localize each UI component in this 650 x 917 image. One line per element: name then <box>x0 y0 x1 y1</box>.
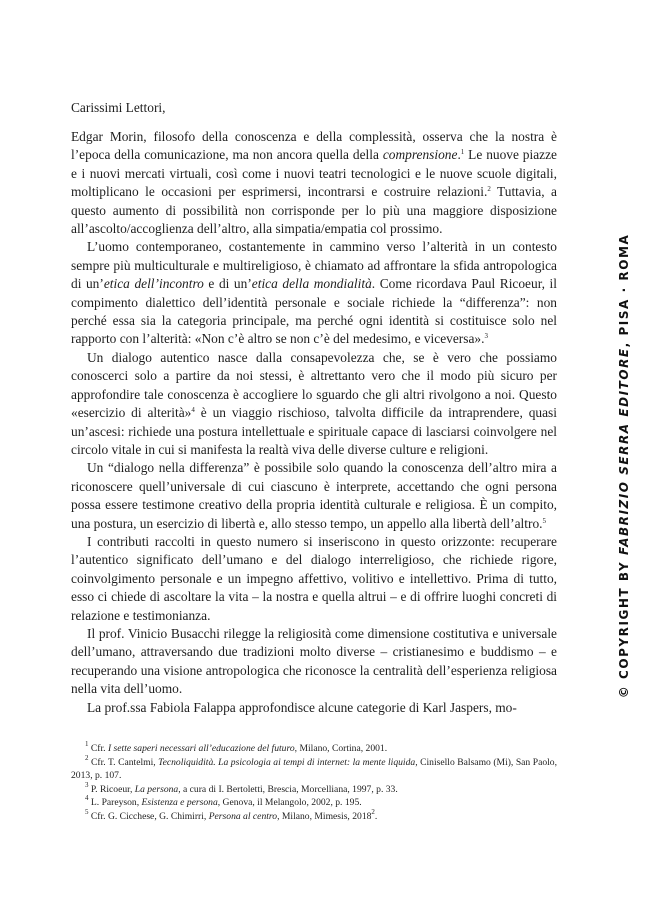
footnote-ref-2: 2 <box>487 185 491 194</box>
footnote-1: $^1$ Cfr. I sette saperi necessari all’educazione del futuro, Milano, Cortina, 2001. <box>85 740 388 754</box>
footnote-3: $^3$ P. Ricoeur, La persona, a cura di I. Bertoletti, Brescia, Morcelliana, 1997, p. 33. <box>85 780 398 795</box>
copyright-text: © COPYRIGHT BY FABRIZIO SERRA EDITORE, PISA · ROMA <box>617 233 631 699</box>
paragraph-3: Un dialogo autentico nasce dalla consapevolezza che, se è vero che possiamo conoscerci solo a partire da noi stessi, è altrettanto vero che il modo più sicuro per approfondire tale conoscenza è accogliere lo sguardo che gli altri rivolgono a noi. Questo «esercizio di alterità»$^4$ è un viaggio rischioso, talvolta difficile da intraprendere, quasi un’ascesi: richiede una postura intellettuale e spirituale capace di lasciarsi coinvolgere nel circolo vitale in cui si manifesta la realtà viva delle diverse culture e religioni. <box>71 349 557 457</box>
footnote-ref-3: 3 <box>484 332 488 341</box>
paragraph-1: Edgar Morin, filosofo della conoscenza e della complessità, osserva che la nostra è l’epoca della comunicazione, ma non ancora quella della comprensione.$^1$ Le nuove piazze e i nuovi mercati virtuali, così come i nuovi teatri tecnologici e le nuove scuole digitali, moltiplicano le occasioni per esprimersi, incontrarsi e costruire relazioni.$^2$ Tuttavia, a questo aumento di possibilità non corrisponde per lo più una maggiore disposizione all’ascolto/accoglienza dell’altro, alla simpatia/empatia col prossimo. <box>71 129 558 237</box>
footnote-2: $^2$ Cfr. T. Cantelmi, Tecnoliquidità. La psicologia ai tempi di internet: la mente liquida, Cinisello Balsamo (Mi), San Paolo, 2013, p. 107. <box>71 753 557 782</box>
paragraph-5: I contributi raccolti in questo numero si inseriscono in questo orizzonte: recuperare l’autentico significato dell’umano e del dialogo interreligioso, che richiede rigore, coinvolgimento personale e un impegno affettivo, volitivo e intellettivo. Prima di tutto, esso ci chiede di ascoltare la vita – la nostra e quella altrui – e di offrire luoghi concreti di relazione e testimonianza. <box>71 533 557 623</box>
letter-body <box>71 128 557 717</box>
copyright-notice <box>609 232 639 700</box>
salutation: Carissimi Lettori, <box>71 100 166 115</box>
footnote-5: $^5$ Cfr. G. Cicchese, G. Chimirri, Persona al centro, Milano, Mimesis, 2018$^2$. <box>85 807 378 822</box>
footnote-4: $^4$ L. Pareyson, Esistenza e persona, Genova, il Melangolo, 2002, p. 195. <box>85 794 362 809</box>
paragraph-6: Il prof. Vinicio Busacchi rilegge la religiosità come dimensione costitutiva e universale dell’umano, attraversando due tradizioni molto diverse – cristianesimo e buddismo – e recuperando una visione antropologica che riconosce la centralità dell’esperienza religiosa nella vita dell’uomo. <box>71 625 557 697</box>
footnote-ref-4: 4 <box>191 406 195 415</box>
paragraph-7: La prof.ssa Fabiola Falappa approfondisce alcune categorie di Karl Jaspers, mo- <box>87 699 517 715</box>
footnotes <box>71 742 557 824</box>
footnote-ref-1: 1 <box>460 148 465 157</box>
paragraph-4: Un “dialogo nella differenza” è possibile solo quando la conoscenza dell’altro mira a riconoscere quell’universale di cui ciascuno è interprete, accettando che ogni persona possa essere testimone creativo della propria identità culturale e religiosa. È un compito, una postura, un esercizio di libertà e, allo stesso tempo, un appello alla libertà dell’altro.$^5$ <box>71 460 557 531</box>
footnote-ref-5: 5 <box>542 516 546 525</box>
paragraph-2: L’uomo contemporaneo, costantemente in cammino verso l’alterità in un contesto sempre più multiculturale e multireligioso, è chiamato ad affrontare la sfida antropologica di un’etica dell’incontro e di un’etica della mondialità. Come ricordava Paul Ricoeur, il compimento dialettico dell’identità personale e sociale richiede la “differenza”: non perché essa sia la categoria principale, ma perché ogni identità si costituisce solo nel rapporto con l’alterità: «Non c’è altro se non c’è del medesimo, e viceversa».$^3$ <box>71 239 557 347</box>
